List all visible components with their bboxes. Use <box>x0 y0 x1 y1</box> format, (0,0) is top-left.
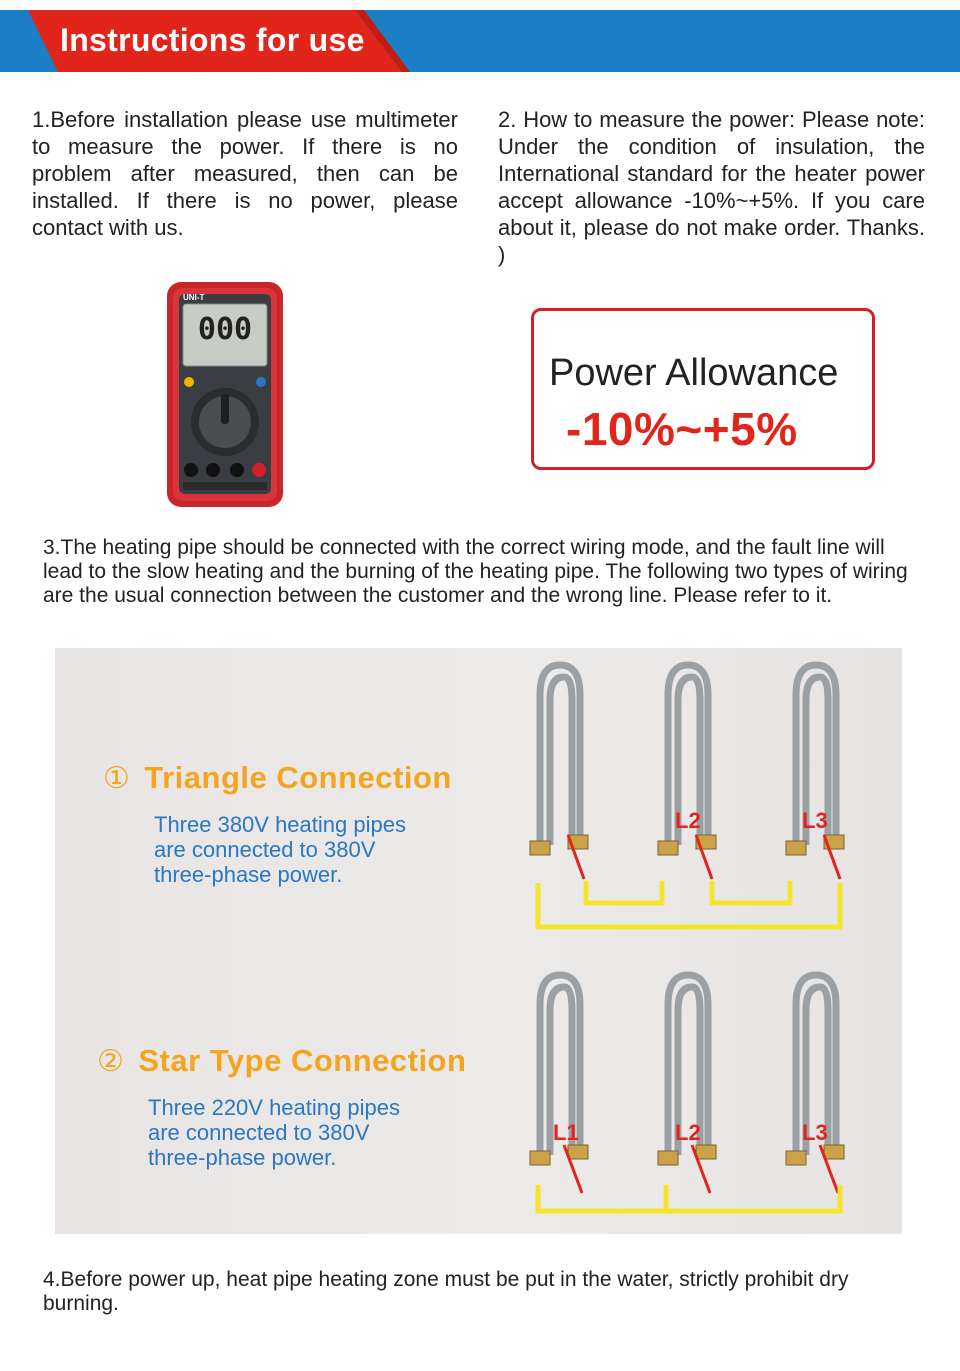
multimeter-brand: UNI-T <box>183 293 205 302</box>
star-title: Star Type Connection <box>138 1043 467 1078</box>
triangle-label-l2: L2 <box>675 808 701 833</box>
triangle-desc-line: three-phase power. <box>154 862 343 887</box>
star-description <box>148 1095 400 1170</box>
star-connection-heading <box>97 1043 466 1079</box>
star-desc-line: three-phase power. <box>148 1145 337 1170</box>
triangle-pipes-diagram <box>520 655 880 945</box>
triangle-title: Triangle Connection <box>144 760 452 795</box>
page-title: Instructions for use <box>60 22 365 58</box>
step-4-text: 4.Before power up, heat pipe heating zone must be put in the water, strictly prohibit dry burning. <box>43 1268 849 1315</box>
power-allowance-label: Power Allowance <box>549 352 839 394</box>
step-2-text: 2. How to measure the power: Please note: Under the condition of insulation, the International standard for the heater power accept allowance -10%~+5%. If you care about it, please do not make order. Thanks. ) <box>498 107 925 267</box>
heating-pipe <box>540 665 580 845</box>
power-allowance-value: -10%~+5% <box>566 403 798 455</box>
star-label-l1: L1 <box>553 1120 579 1145</box>
star-label-l3: L3 <box>802 1120 828 1145</box>
star-number: ② <box>97 1045 124 1078</box>
triangle-number: ① <box>103 762 130 795</box>
triangle-desc-line: Three 380V heating pipes <box>154 812 406 837</box>
star-desc-line: are connected to 380V <box>148 1120 370 1145</box>
star-label-l2: L2 <box>675 1120 701 1145</box>
star-pipes-diagram <box>520 965 880 1225</box>
triangle-desc-line: are connected to 380V <box>154 837 376 862</box>
triangle-description <box>154 812 406 887</box>
star-desc-line: Three 220V heating pipes <box>148 1095 400 1120</box>
triangle-connection-heading <box>103 760 452 796</box>
triangle-label-l3: L3 <box>802 808 828 833</box>
step-3-text: 3.The heating pipe should be connected with the correct wiring mode, and the fault line will lead to the slow heating and the burning of the heating pipe. The following two types of wiring are the usual connection between the customer and the wrong line. Please refer to it. <box>43 536 908 607</box>
step-1-text: 1.Before installation please use multimeter to measure the power. If there is no problem after measured, then can be installed. If there is no power, please contact with us. <box>32 107 458 240</box>
multimeter-display: 000 <box>197 312 253 347</box>
multimeter-image <box>165 282 285 507</box>
